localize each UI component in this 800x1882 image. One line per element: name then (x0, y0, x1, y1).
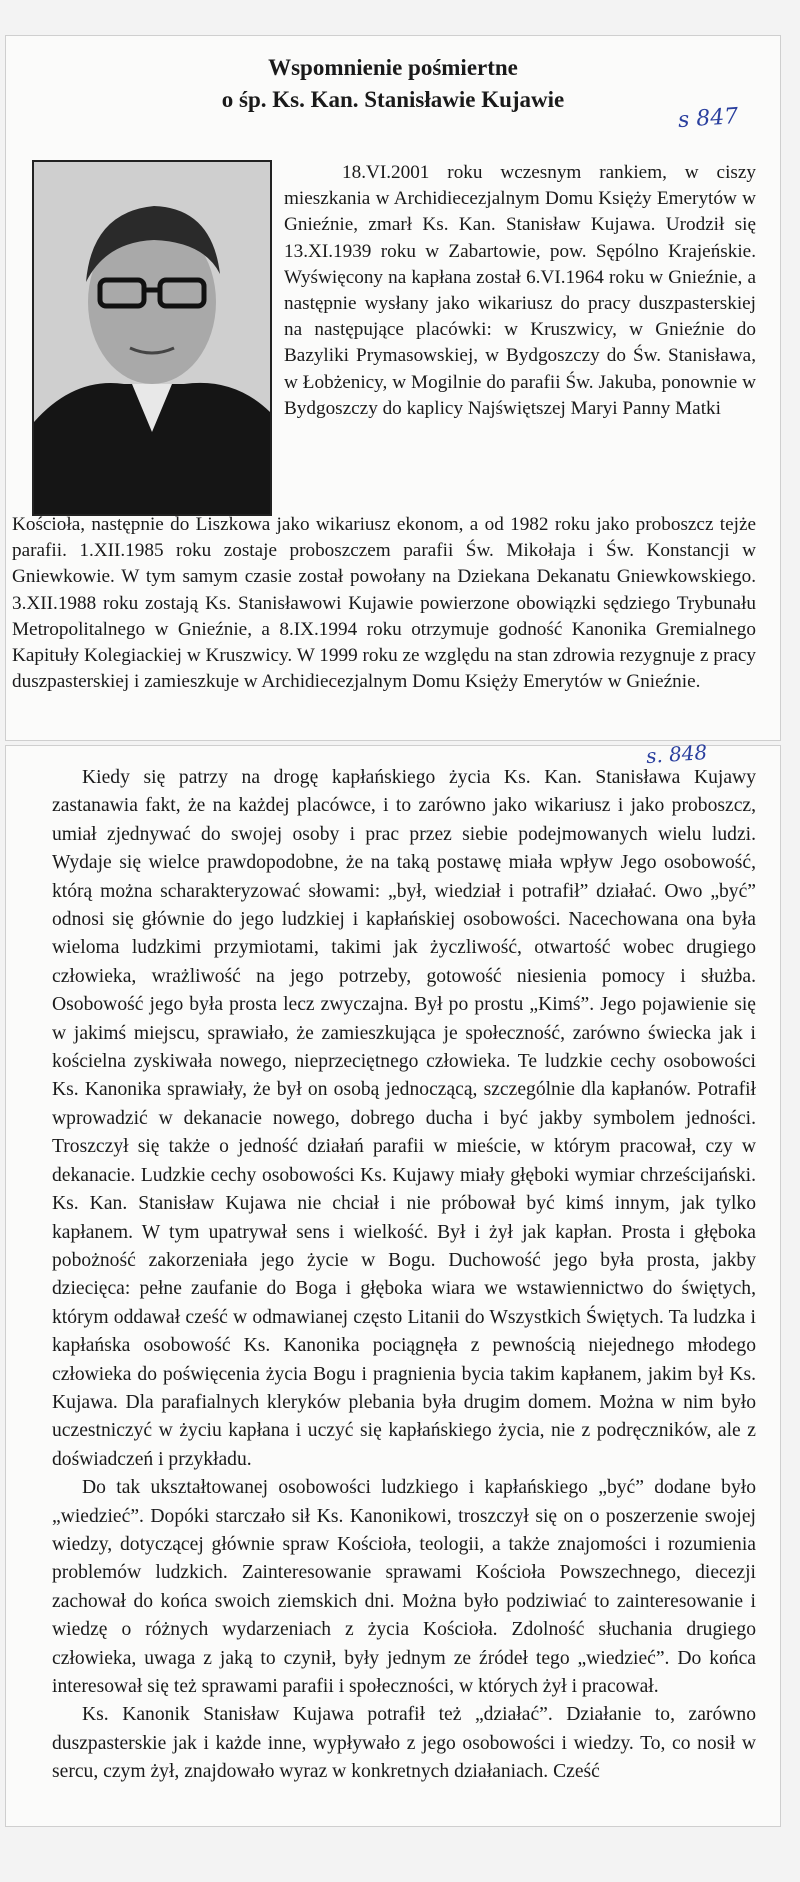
body-paragraph: Do tak ukształtowanej osobowości ludzkiego i kapłańskiego „być” dodane było „wiedzieć”. Dopóki starczało sił Ks. Kanonikowi, troszczył się on o poszerzenie swojej wiedzy, dotyczącej głównie spraw Kościoła, teologii, a także znajomości i rozumienia problemów ludzkich. Zainteresowanie sprawami Kościoła Powszechnego, diecezji zachował do końca swoich ziemskich dni. Można było podziwiać to zainteresowanie i wiedzę o różnych wydarzeniach z życia Kościoła. Zdolność słuchania drugiego człowieka, uwaga z jaką to czynił, były jednym ze źródeł tego „wiedzieć”. Do końca interesował się też sprawami parafii i społeczności, w których żył i pracował. (52, 1477, 756, 1697)
obituary-clipping-2 (6, 739, 780, 1826)
intro-text-full (12, 512, 756, 695)
obituary-clipping-1 (6, 36, 780, 740)
article-title-line2: o śp. Ks. Kan. Stanisławie Kujawie (221, 87, 565, 112)
portrait-photo (32, 160, 272, 516)
body-paragraph: Kiedy się patrzy na drogę kapłańskiego życia Ks. Kan. Stanisława Kujawy zastanawia fakt, że na każdej placówce, i to zarówno jako wikariusz i jako proboszcz, umiał zjednywać do swojej osoby i prac przez siebie podejmowanych wielu ludzi. Wydaje się wielce prawdopodobne, że na taką postawę miała wpływ Jego osobowość, którą można scharakteryzować słowami: „był, wiedział i potrafił” działać. Owo „być” odnosi się głównie do jego ludzkiej i kapłańskiej osobowości. Nacechowana ona była wieloma ludzkimi przymiotami, takimi jak życzliwość, otwartość wobec drugiego człowieka, wrażliwość na jego potrzeby, gotowość niesienia pomocy i służba. Osobowość jego była prosta lecz zwyczajna. Był po prostu „Kimś”. Jego pojawienie się w jakimś miejscu, sprawiało, że zamieszkująca je społeczność, zarówno świecka jak i kościelna zyskiwała nowego, nieprzeciętnego człowieka. Te ludzkie cechy osobowości Ks. Kanonika sprawiały, że był on osobą jednoczącą, szczególnie dla kapłanów. Potrafił wprowadzić w dekanacie nowego, dobrego ducha i być jakby symbolem jedności. Troszczył się także o jedność działań parafii w mieście, w którym pracował, czy w dekanacie. Ludzkie cechy osobowości Ks. Kujawy miały głęboki wymiar chrześcijański. Ks. Kan. Stanisław Kujawa nie chciał i nie próbował być kimś innym, jak tylko kapłanem. W tym upatrywał sens i wielkość. Był i żył jak kapłan. Prosta i głęboka pobożność zakorzeniała jego życie w Bogu. Duchowość jego była prosta, jakby dziecięca: pełne zaufanie do Boga i głęboka wiara we wstawiennictwo do świętych, którym oddawał cześć w odmawianej często Litanii do Wszystkich Świętych. Ta ludzka i kapłańska osobowość Ks. Kanonika pociągnęła z pewnością niejednego młodego człowieka do poświęcenia życia Bogu i pragnienia bycia takim kapłanem, jakim był Ks. Kujawa. Dla parafialnych kleryków plebania była drugim domem. Można w nim było uczestniczyć w życiu kapłana i uczyć się kapłańskiego życia, nie z podręczników, ale z doświadczeń i przykładu. (52, 767, 756, 1470)
article-title-line1: Wspomnienie pośmiertne (268, 55, 518, 80)
body-paragraph: Ks. Kanonik Stanisław Kujawa potrafił też „działać”. Działanie to, zarówno duszpasterskie jak i każde inne, wypływało z jego osobowości i wiedzy. To, co nosił w sercu, czym żył, znajdowało wyraz w konkretnych działaniach. Cześć (52, 1704, 756, 1783)
body-text (52, 764, 756, 1787)
portrait-image (34, 162, 270, 514)
intro-text-wrapped (284, 160, 756, 422)
intro-paragraph-part2: Kościoła, następnie do Liszkowa jako wikariusz ekonom, a od 1982 roku jako proboszcz tejże parafii. 1.XII.1985 roku zostaje proboszczem parafii Św. Mikołaja i Św. Konstancji w Gniewkowie. W tym samym czasie został powołany na Dziekana Dekanatu Gniewkowskiego. 3.XII.1988 roku zostają Ks. Stanisławowi Kujawie powierzone obowiązki sędziego Trybunału Metropolitalnego w Gnieźnie, a 8.IX.1994 roku otrzymuje godność Kanonika Gremialnego Kapituły Kolegiackiej w Kruszwicy. W 1999 roku ze względu na stan zdrowia rezygnuje z pracy duszpasterskiej i zamieszkuje w Archidiecezjalnym Domu Księży Emerytów w Gnieźnie. (12, 514, 756, 693)
handwritten-page-note: s. 848 (645, 739, 708, 769)
intro-paragraph-part1: 18.VI.2001 roku wczesnym rankiem, w ciszy mieszkania w Archidiecezjalnym Domu Księży Emerytów w Gnieźnie, zmarł Ks. Kan. Stanisław Kujawa. Urodził się 13.XI.1939 roku w Zabartowie, pow. Sępólno Krajeńskie. Wyświęcony na kapłana został 6.VI.1964 roku w Gnieźnie, a następnie wysłany jako wikariusz do pracy duszpasterskiej na następujące placówki: w Kruszwicy, w Gnieźnie do Bazyliki Prymasowskiej, w Bydgoszczy do Św. Stanisława, w Łobżenicy, w Mogilnie do parafii Św. Jakuba, ponownie w Bydgoszczy do kaplicy Najświętszej Maryi Panny Matki (284, 162, 756, 419)
handwritten-page-note: s 847 (677, 103, 740, 134)
